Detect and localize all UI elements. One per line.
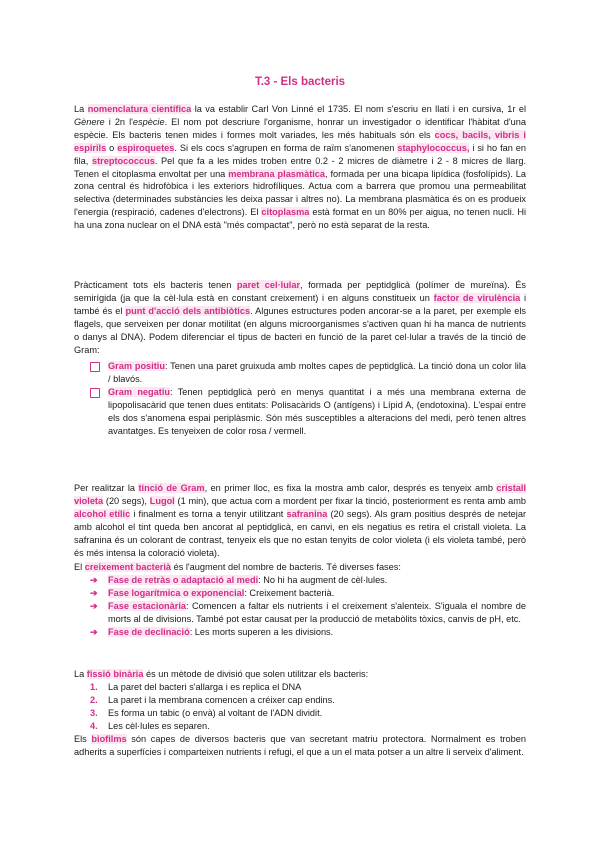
paragraph-binary-fission: La fissió binària és un mètode de divisió que solen utilitzar els bacteris: — [74, 669, 369, 679]
gram-types-list — [74, 360, 526, 437]
list-item-phase: ➔ Fase logarítmica o exponencial: Creixement bacterià. — [90, 587, 335, 598]
checkbox-icon — [90, 388, 100, 398]
paragraph-gram-stain: Per realitzar la tinció de Gram, en primer lloc, es fixa la mostra amb calor, després es tenyeix amb cristall violeta (20 segs), Lugol (1 min), que actua com a mordent per fixar la tinció, posteriorment es renta amb amb alcohol etílic i finalment es torna a tenyir utilitzant safranina (20 segs). Als gram positius després de netejar amb alcohol el tint queda ben ancorat al peptidglicà, en canvi, en els negatius es retira el cristall violeta. La safranina és un colorant de contrast, tenyeix els que no estan tenyits de color violeta (i els violeta també, però és més intensa la coloració violeta). — [74, 483, 527, 558]
list-item-gram-negative: Gram negatiu: Tenen peptidglicà però en menys quantitat i a més una membrana externa de lipopolisacàrid que tenen dues entitats: Polisacàrids O (antígens) i Lípid A, (endotoxina). L'espai entre els dos s'anomena espai periplàsmic. Són més susceptibles a alteracions del medi, però tenen altres avantatges. Es tenyeixen de color rosa / vermell. — [74, 386, 526, 438]
list-item-step: 3. Es forma un tabic (o envà) al voltant de l'ADN dividit. — [90, 707, 323, 718]
paragraph-cell-wall: Pràcticament tots els bacteris tenen paret cel·lular, formada per peptidglicà (polímer de mureïna). És semirígida (ja que la cèl·lula està en constant creixement) i en alguns constitueix un factor de virulència i també és el punt d'acció dels antibiòtics. Algunes estructures poden ancorar-se a la paret, per exemple els flagels, que serveixen per donar motilitat (en alguns microorganismes s'activen quan hi ha manca de nutrients o danys al DNA). Podem diferenciar el tipus de bacteri en funció de la paret cel·lular a través de la tinció de Gram: — [74, 280, 527, 355]
list-item-step: 1. La paret del bacteri s'allarga i es replica el DNA — [90, 682, 302, 692]
list-item-phase: ➔ Fase estacionària: Comencen a faltar els nutrients i el creixement s'alenteix. S'iguala el nombre de morts al de divisions. També pot estar causat per la producció de metabòlits tòxics, canvis de pH, etc. — [90, 600, 526, 624]
list-item-phase: ➔ Fase de declinació: Les morts superen a les divisions. — [90, 626, 334, 637]
list-item-phase: ➔ Fase de retràs o adaptació al medi: No hi ha augment de cèl·lules. — [90, 575, 388, 585]
list-item-step: 2. La paret i la membrana comencen a créixer cap endins. — [90, 694, 335, 705]
arrow-icon: ➔ — [90, 600, 98, 611]
arrow-icon: ➔ — [90, 626, 98, 637]
document-title: T.3 - Els bacteris — [254, 76, 346, 88]
list-item-step: 4. Les cèl·lules es separen. — [90, 720, 210, 731]
paragraph-nomenclature: La nomenclatura científica la va establir Carl Von Linné el 1735. El nom s'escriu en llatí i en cursiva, 1r el Gènere i 2n l'espècie. El nom pot descriure l'organisme, honrar un investigador o identificar l'hàbitat d'una espècie. Els bacteris tenen mides i formes molt variades, les més habituals són els cocs, bacils, vibris i espirils o espiroquetes. Si els cocs s'agrupen en forma de raïm s'anomenen staphylococcus, i si ho fan en fila, streptococcus. Pel que fa a les mides troben entre 0.2 - 2 micres de diàmetre i 2 - 8 micres de llarg. Tenen el citoplasma envoltat per una membrana plasmàtica, formada per una bicapa lipídica (fosfolípids). La zona central és hidrofòbica i les exteriors hidrofíliques. Actua com a barrera que promou una permeabilitat selectiva (determinades substàncies les deixa passar i altres no). La membrana plasmàtica és on es produeix l'energia (respiració, cadenes d'electrons). El citoplasma està format en un 80% per aigua, no tenen nucli. Hi ha una zona nuclear on el DNA està "més compactat", però no està separat de la resta. — [74, 104, 527, 231]
fission-steps-list — [74, 681, 526, 733]
arrow-icon: ➔ — [90, 587, 98, 598]
growth-phases-list — [74, 574, 526, 639]
paragraph-biofilms: Els biofilms són capes de diversos bacteris que van secretant matriu protectora. Normalment es troben adherits a superfícies i comparteixen nutrients i refugi, el que a un el mata potser a un altre li serveix d'aliment. — [74, 734, 526, 757]
list-item-gram-positive: Gram positiu: Tenen una paret gruixuda amb moltes capes de peptidglicà. La tinció dona un color lila / blavós. — [74, 360, 526, 386]
arrow-icon: ➔ — [90, 575, 98, 585]
paragraph-growth: El creixement bacterià és l'augment del nombre de bacteris. Té diverses fases: — [74, 562, 401, 572]
checkbox-icon — [90, 362, 100, 372]
